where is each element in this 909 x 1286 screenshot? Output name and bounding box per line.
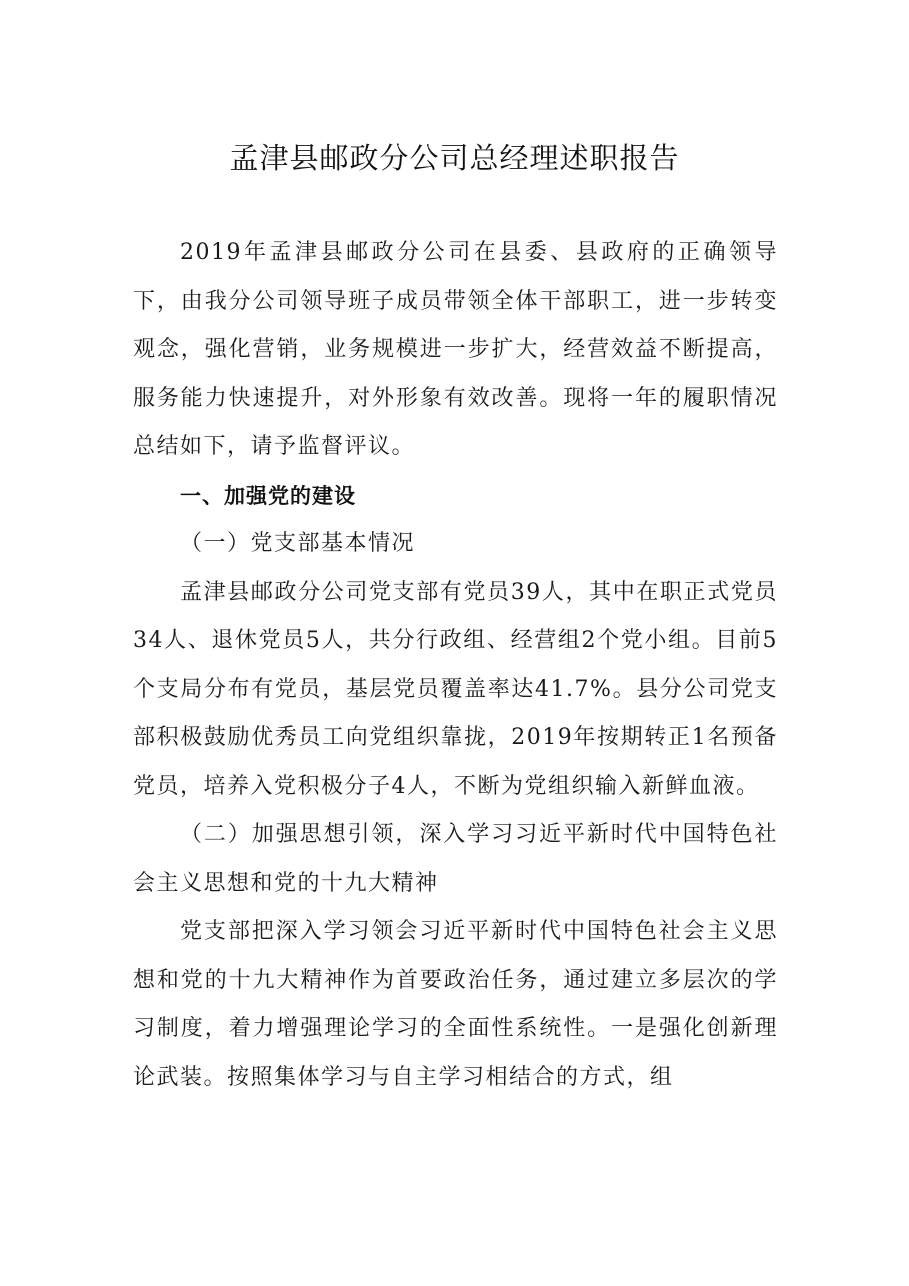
document-body	[133, 229, 778, 1102]
body-paragraph-ideological-guidance: 党支部把深入学习领会习近平新时代中国特色社会主义思想和党的十九大精神作为首要政治任务，通过建立多层次的学习制度，着力增强理论学习的全面性系统性。一是强化创新理论武装。按照集体学习与自主学习相结合的方式，组	[133, 919, 778, 1090]
subsection-heading-branch-overview: （一）党支部基本情况	[180, 531, 416, 556]
body-paragraph-branch-overview: 孟津县邮政分公司党支部有党员39人，其中在职正式党员34人、退休党员5人，共分行政组、经营组2个党小组。目前5个支局分布有党员，基层党员覆盖率达41.7%。县分公司党支部积极鼓励优秀员工向党组织靠拢，2019年按期转正1名预备党员，培养入党积极分子4人，不断为党组织输入新鲜血液。	[133, 579, 778, 799]
subsection-heading-ideological-guidance: （二）加强思想引领，深入学习习近平新时代中国特色社会主义思想和党的十九大精神	[133, 822, 778, 896]
document-title: 孟津县邮政分公司总经理述职报告	[229, 141, 680, 175]
body-paragraph-intro: 2019年孟津县邮政分公司在县委、县政府的正确领导下，由我分公司领导班子成员带领全体干部职工，进一步转变观念，强化营销，业务规模进一步扩大，经营效益不断提高，服务能力快速提升，对外形象有效改善。现将一年的履职情况总结如下，请予监督评议。	[133, 240, 778, 459]
section-heading-party-building: 一、加强党的建设	[180, 483, 356, 508]
